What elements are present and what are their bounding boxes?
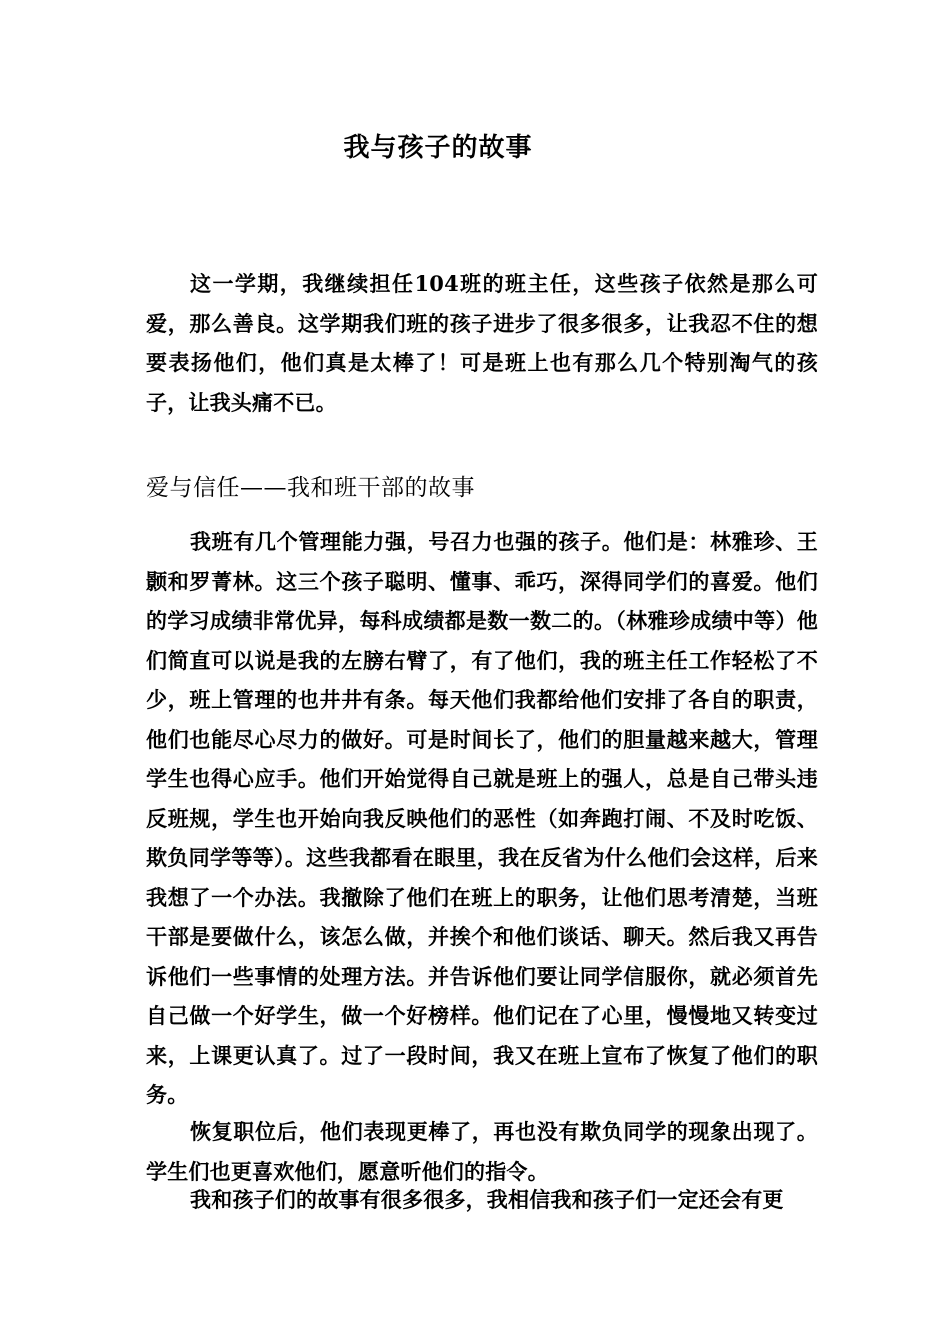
intro-paragraph: 这一学期，我继续担任104班的班主任，这些孩子依然是那么可爱，那么善良。这学期我们班的孩子进步了很多很多，让我忍不住的想要表扬他们，他们真是太棒了！可是班上也有那么几个特别淘气的孩子，让我头痛不已。: [146, 271, 818, 415]
document-title: 我与孩子的故事: [343, 133, 533, 163]
body-paragraph-3: 我和孩子们的故事有很多很多，我相信我和孩子们一定还会有更: [190, 1187, 784, 1212]
body-paragraph-2: 恢复职位后，他们表现更棒了，再也没有欺负同学的现象出现了。学生们也更喜欢他们，愿意听他们的指令。: [146, 1119, 818, 1184]
body-paragraph-1: 我班有几个管理能力强，号召力也强的孩子。他们是：林雅珍、王颢和罗菁林。这三个孩子聪明、懂事、乖巧，深得同学们的喜爱。他们的学习成绩非常优异，每科成绩都是数一数二的。（林雅珍成绩中等）他们简直可以说是我的左膀右臂了，有了他们，我的班主任工作轻松了不少，班上管理的也井井有条。每天他们我都给他们安排了各自的职责，他们也能尽心尽力的做好。可是时间长了，他们的胆量越来越大，管理学生也得心应手。他们开始觉得自己就是班上的强人，总是自己带头违反班规，学生也开始向我反映他们的恶性（如奔跑打闹、不及时吃饭、欺负同学等等）。这些我都看在眼里，我在反省为什么他们会这样，后来我想了一个办法。我撤除了他们在班上的职务，让他们思考清楚，当班干部是要做什么，该怎么做，并挨个和他们谈话、聊天。然后我又再告诉他们一些事情的处理方法。并告诉他们要让同学信服你，就必须首先自己做一个好学生，做一个好榜样。他们记在了心里，慢慢地又转变过来，上课更认真了。过了一段时间，我又在班上宣布了恢复了他们的职务。: [146, 529, 818, 1107]
section-heading: 爱与信任——我和班干部的故事: [146, 475, 475, 501]
